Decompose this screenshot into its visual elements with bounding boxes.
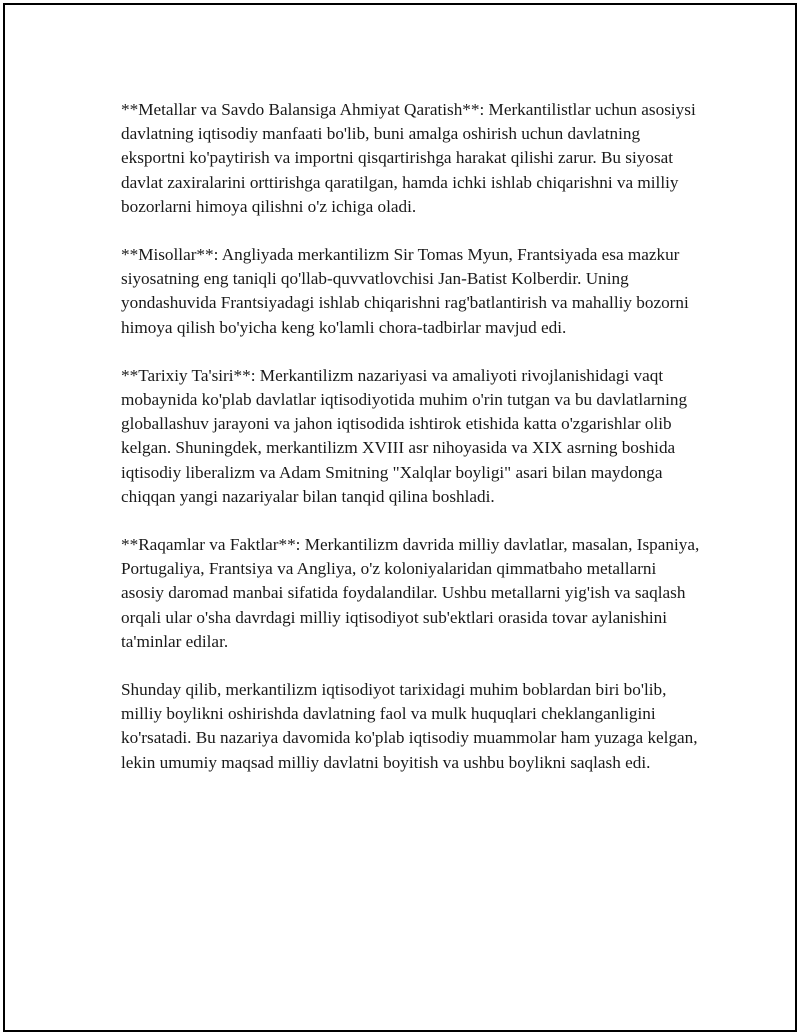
document-page [3,3,797,1032]
paragraph-examples: **Misollar**: Angliyada merkantilizm Sir Tomas Myun, Frantsiyada esa mazkur siyosatning eng taniqli qo'llab-quvvatlovchisi Jan-Batist Kolberdir. Uning yondashuvida Frantsiyadagi ishlab chiqarishni rag'batlantirish va mahalliy bozorni himoya qilish bo'yicha keng ko'lamli chora-tadbirlar mavjud edi. [121,245,689,337]
paragraph-historical-impact: **Tarixiy Ta'siri**: Merkantilizm nazariyasi va amaliyoti rivojlanishidagi vaqt mobaynida ko'plab davlatlar iqtisodiyotida muhim o'rin tutgan va bu davlatlarning globallashuv jarayoni va jahon iqtisodida ishtirok etishida katta o'zgarishlar olib kelgan. Shuningdek, merkantilizm XVIII asr nihoyasida va XIX asrning boshida iqtisodiy liberalizm va Adam Smitning "Xalqlar boyligi" asari bilan maydonga chiqqan yangi nazariyalar bilan tanqid qilina boshladi. [121,365,688,506]
paragraph-conclusion: Shunday qilib, merkantilizm iqtisodiyot tarixidagi muhim boblardan biri bo'lib, milliy boylikni oshirishda davlatning faol va mulk huquqlari cheklanganligini ko'rsatadi. Bu nazariya davomida ko'plab iqtisodiy muammolar ham yuzaga kelgan, lekin umumiy maqsad milliy davlatni boyitish va ushbu boylikni saqlash edi. [121,680,698,772]
document-body [121,98,701,799]
paragraph-numbers-facts: **Raqamlar va Faktlar**: Merkantilizm davrida milliy davlatlar, masalan, Ispaniya, Portugaliya, Frantsiya va Angliya, o'z koloniyalaridan qimmatbaho metallarni asosiy daromad manbai sifatida foydalandilar. Ushbu metallarni yig'ish va saqlash orqali ular o'sha davrdagi milliy iqtisodiyot sub'ektlari orasida tovar aylanishini ta'minlar edilar. [121,535,700,651]
paragraph-metals-trade-balance: **Metallar va Savdo Balansiga Ahmiyat Qaratish**: Merkantilistlar uchun asosiysi davlatning iqtisodiy manfaati bo'lib, buni amalga oshirish uchun davlatning eksportni ko'paytirish va importni qisqartirishga harakat qilishi zarur. Bu siyosat davlat zaxiralarini orttirishga qaratilgan, hamda ichki ishlab chiqarishni va milliy bozorlarni himoya qilishni o'z ichiga oladi. [121,100,696,216]
